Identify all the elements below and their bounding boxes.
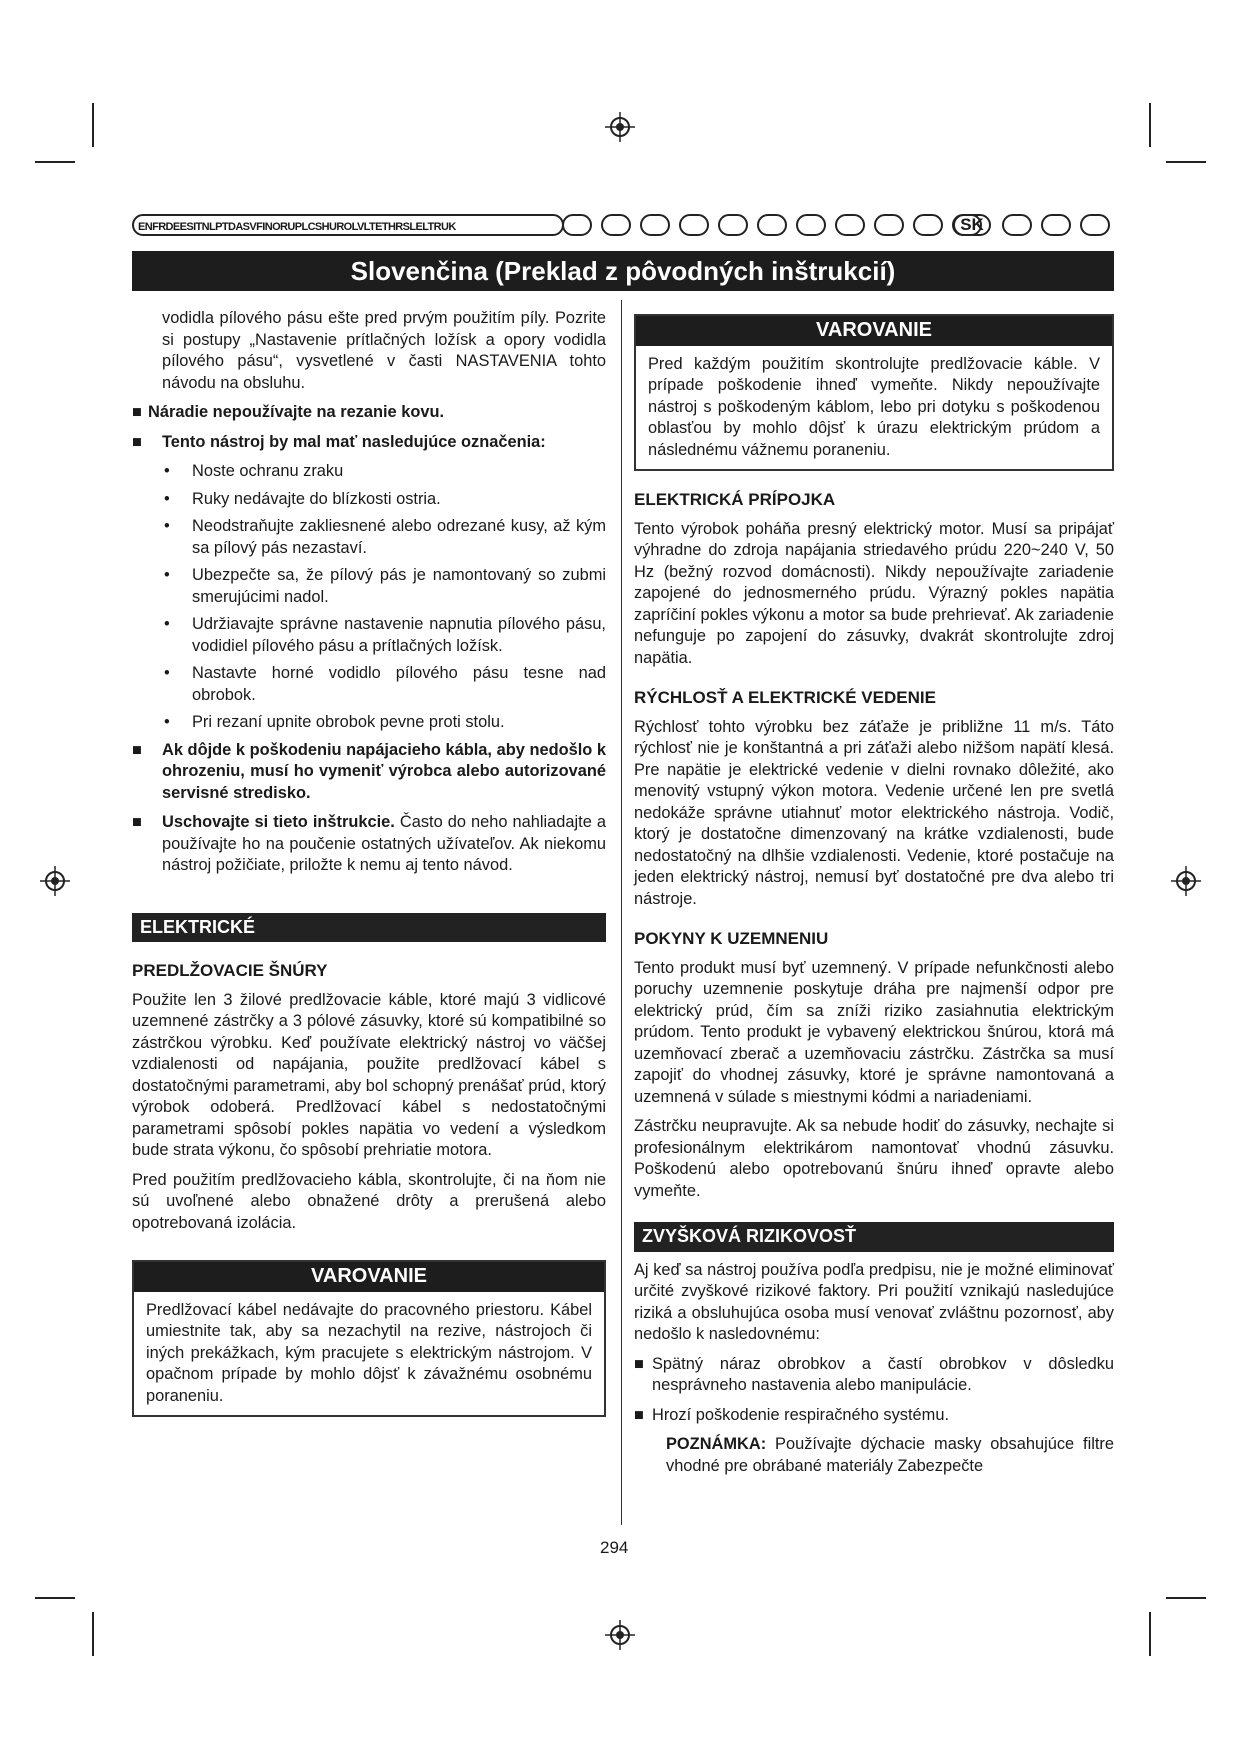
bullet-icon: • xyxy=(164,615,170,633)
language-pill xyxy=(1041,214,1071,236)
registration-mark-icon xyxy=(1171,866,1201,896)
list-item-text: Noste ochranu zraku xyxy=(192,462,344,480)
section-title-residual-risk: ZVYŠKOVÁ RIZIKOVOSŤ xyxy=(634,1222,1114,1252)
warning-box xyxy=(132,1260,606,1417)
warning-text: Predlžovací kábel nedávajte do pracovného priestoru. Kábel umiestnite tak, aby sa nezachytil na rezive, nástrojoch či iných prekážkach, kým pracujete s elektrickým nástrojom. V opačnom prípade by mohlo dôjsť k závažnému osobnému poraneniu. xyxy=(146,1300,592,1405)
extension-paragraph-1: Použite len 3 žilové predlžovacie káble, ktoré majú 3 vidlicové uzemnené zástrčky a 3 pólové zásuvky, ktoré sú kompatibilné so zástrčkou výrobku. Keď používate elektrický nástroj vo väčšej vzdialenosti od napájania, použite predlžovací kábel s dostatočnými parametrami, aby bol schopný prenášať prúd, ktorý výrobok odoberá. Predlžovací kábel s nedostatočnými parametrami spôsobí pokles napätia vo vedení a výsledkom bude strata výkonu, čo spôsobí prehriatie motora. xyxy=(132,990,606,1159)
warning-text: Pred každým použitím skontrolujte predlžovacie káble. V prípade poškodenie ihneď vymeňte. Nikdy nepoužívajte nástroj s poškodeným káblom, lebo pri dotyku s poškodenou oblasťou by mohlo dôjsť k úrazu elektrickým prúdom a následnému vážnemu poraneniu. xyxy=(648,354,1100,459)
list-item xyxy=(132,740,606,805)
list-item xyxy=(634,1354,1114,1397)
warning-heading: VAROVANIE xyxy=(636,316,1112,346)
crop-mark xyxy=(92,1612,94,1656)
list-item-text: Ubezpečte sa, že pílový pás je namontovaný so zubmi smerujúcimi nadol. xyxy=(192,566,606,606)
keep-instructions-text: Často do neho nahliadajte a používajte ho na poučenie ostatných užívateľov. Ak niekomu nástroj požičiate, priložte k nemu aj tento návod. xyxy=(162,813,606,874)
intro-paragraph: vodidla pílového pásu ešte pred prvým použitím píly. Pozrite si postupy „Nastavenie prítlačných ložísk a opory vodidla pílového pásu“, vysvetlené v časti NASTAVENIA tohto návodu na obsluhu. xyxy=(162,309,606,392)
language-pill xyxy=(562,214,592,236)
column-divider xyxy=(621,300,622,1525)
list-item xyxy=(162,516,606,559)
list-item xyxy=(162,663,606,706)
crop-mark xyxy=(92,103,94,147)
list-item xyxy=(162,712,606,734)
language-pill xyxy=(874,214,904,236)
extension-paragraph-2: Pred použitím predlžovacieho kábla, skontrolujte, či na ňom nie sú uvoľnené alebo obnažené drôty a prerušená alebo opotrebovaná izolácia. xyxy=(132,1170,606,1232)
square-bullet-icon: ■ xyxy=(634,1354,644,1373)
crop-mark xyxy=(35,1597,75,1599)
speed-heading: RÝCHLOSŤ A ELEKTRICKÉ VEDENIE xyxy=(634,688,936,707)
crop-mark xyxy=(1149,1612,1151,1656)
language-pill xyxy=(1002,214,1032,236)
crop-mark xyxy=(1166,161,1206,163)
list-item-text: Udržiavajte správne nastavenie napnutia pílového pásu, vodidiel pílového pásu a prítlačných ložísk. xyxy=(192,615,606,655)
keep-instructions-bold: Uschovajte si tieto inštrukcie. xyxy=(162,813,395,831)
grounding-heading: POKYNY K UZEMNENIU xyxy=(634,929,829,948)
language-pill xyxy=(913,214,943,236)
connection-paragraph: Tento výrobok poháňa presný elektrický motor. Musí sa pripájať výhradne do zdroja napájania striedavého prúdu 220~240 V, 50 Hz (bežný rozvod domácnosti). Nikdy nepoužívajte zariadenie zapojené do jednosmerného prúdu. Výrazný pokles napätia zapríčiní pokles výkonu a motor sa bude prehrievať. Ak zariadenie nefunguje po zapojení do zásuvky, dvakrát skontrolujte zdroj napätia. xyxy=(634,519,1114,667)
language-pill xyxy=(835,214,865,236)
list-item xyxy=(162,461,606,483)
note-text: Používajte dýchacie masky obsahujúce filtre vhodné pre obrábané materiály Zabezpečte xyxy=(666,1435,1114,1475)
page-title: Slovenčina (Preklad z pôvodných inštrukcií) xyxy=(132,251,1114,291)
no-metal-warning: Náradie nepoužívajte na rezanie kovu. xyxy=(148,403,445,421)
list-item xyxy=(162,565,606,608)
active-language-pill: SK xyxy=(953,214,991,236)
language-pill xyxy=(757,214,787,236)
marking-heading: Tento nástroj by mal mať nasledujúce označenia: xyxy=(162,432,546,451)
crop-mark xyxy=(1166,1597,1206,1599)
language-codes-strip: ENFRDEESITNLPTDASVFINORUPLCSHUROLVLTETHRSLELTRUK xyxy=(132,214,564,236)
list-item xyxy=(132,432,606,454)
list-item xyxy=(132,402,606,424)
crop-mark xyxy=(1149,103,1151,147)
section-title-electrical: ELEKTRICKÉ xyxy=(132,913,606,943)
bullet-icon: • xyxy=(164,462,170,480)
bullet-icon: • xyxy=(164,566,170,584)
square-bullet-icon: ■ xyxy=(132,403,142,421)
square-bullet-icon: ■ xyxy=(132,432,142,451)
page-number: 294 xyxy=(600,1538,629,1557)
language-pill xyxy=(718,214,748,236)
bullet-icon: • xyxy=(164,713,170,731)
registration-mark-icon xyxy=(605,1620,635,1650)
list-item-text: Neodstraňujte zakliesnené alebo odrezané kusy, až kým sa pílový pás nezastaví. xyxy=(192,517,606,557)
list-item xyxy=(162,489,606,511)
list-item xyxy=(162,614,606,657)
list-item xyxy=(132,812,606,877)
registration-mark-icon xyxy=(40,866,70,896)
list-item-text: Ruky nedávajte do blízkosti ostria. xyxy=(192,489,441,508)
language-pill xyxy=(679,214,709,236)
registration-mark-icon xyxy=(605,112,635,142)
note-paragraph xyxy=(634,1434,1114,1477)
language-pill xyxy=(601,214,631,236)
bullet-icon: • xyxy=(164,517,170,535)
list-item-text: Nastavte horné vodidlo pílového pásu tesne nad obrobok. xyxy=(192,664,606,704)
left-column xyxy=(132,308,606,1417)
cable-damage-text: Ak dôjde k poškodeniu napájacieho kábla, aby nedošlo k ohrozeniu, musí ho vymeniť výrobca alebo autorizované servisné stredisko. xyxy=(162,740,606,802)
language-pill xyxy=(640,214,670,236)
marking-list xyxy=(162,461,606,734)
bullet-icon: • xyxy=(164,489,170,508)
warning-box xyxy=(634,314,1114,471)
residual-risk-paragraph: Aj keď sa nástroj používa podľa predpisu, nie je možné eliminovať určité zvyškové rizikové faktory. Pri použití vznikajú nasledujúce riziká a obsluhujúca osoba musí venovať zvláštnu pozornosť, aby nedošlo k nasledovnému: xyxy=(634,1260,1114,1343)
bullet-icon: • xyxy=(164,664,170,682)
square-bullet-icon: ■ xyxy=(634,1405,644,1424)
crop-mark xyxy=(35,161,75,163)
list-item-text: Hrozí poškodenie respiračného systému. xyxy=(652,1405,950,1424)
square-bullet-icon: ■ xyxy=(132,813,142,831)
list-item-text: Pri rezaní upnite obrobok pevne proti stolu. xyxy=(192,713,505,731)
extension-cords-heading: PREDLŽOVACIE ŠNÚRY xyxy=(132,961,328,980)
list-item xyxy=(634,1405,1114,1427)
warning-heading: VAROVANIE xyxy=(134,1262,604,1292)
square-bullet-icon: ■ xyxy=(132,740,142,759)
language-tab-row xyxy=(132,213,1114,239)
speed-paragraph: Rýchlosť tohto výrobku bez záťaže je približne 11 m/s. Táto rýchlosť nie je konštantná a pri záťaži alebo nižšom napätí klesá. Pre napätie je elektrické vedenie v dielni rovnako dôležité, ako menovitý vstupný výkon motora. Vedenie určené len pre svetlá nedokáže správne utiahnuť motor elektrického nástroja. Vodič, ktorý je dostatočne dimenzovaný na krátke vzdialenosti, bude nedostatočný na dlhšie vzdialenosti. Vedenie, ktoré postačuje na jeden elektrický nástroj, nemusí byť dostatočné pre dva alebo tri nástroje. xyxy=(634,717,1114,908)
language-pill xyxy=(1080,214,1110,236)
note-label: POZNÁMKA: xyxy=(666,1435,767,1453)
list-item-text: Spätný náraz obrobkov a častí obrobkov v dôsledku nesprávneho nastavenia alebo manipulácie. xyxy=(652,1354,1114,1394)
language-pill xyxy=(796,214,826,236)
connection-heading: ELEKTRICKÁ PRÍPOJKA xyxy=(634,490,836,509)
grounding-paragraph-2: Zástrčku neupravujte. Ak sa nebude hodiť do zásuvky, nechajte si profesionálnym elektrikárom namontovať vhodnú zásuvku. Poškodenú alebo opotrebovanú šnúru ihneď opravte alebo vymeňte. xyxy=(634,1117,1114,1200)
grounding-paragraph-1: Tento produkt musí byť uzemnený. V prípade nefunkčnosti alebo poruchy uzemnenie poskytuje dráha pre najmenší odpor pre elektrický prúd, čím sa zníži riziko zasiahnutia elektrickým prúdom. Tento produkt je vybavený elektrickou šnúrou, ktorá má uzemňovací zberač a uzemňovaciu zástrčku. Zástrčka sa musí zapojiť do vhodnej zásuvky, ktoré je správne namontovaná a uzemnená v súlade s miestnymi kódmi a nariadeniami. xyxy=(634,958,1114,1106)
right-column xyxy=(634,314,1114,1485)
